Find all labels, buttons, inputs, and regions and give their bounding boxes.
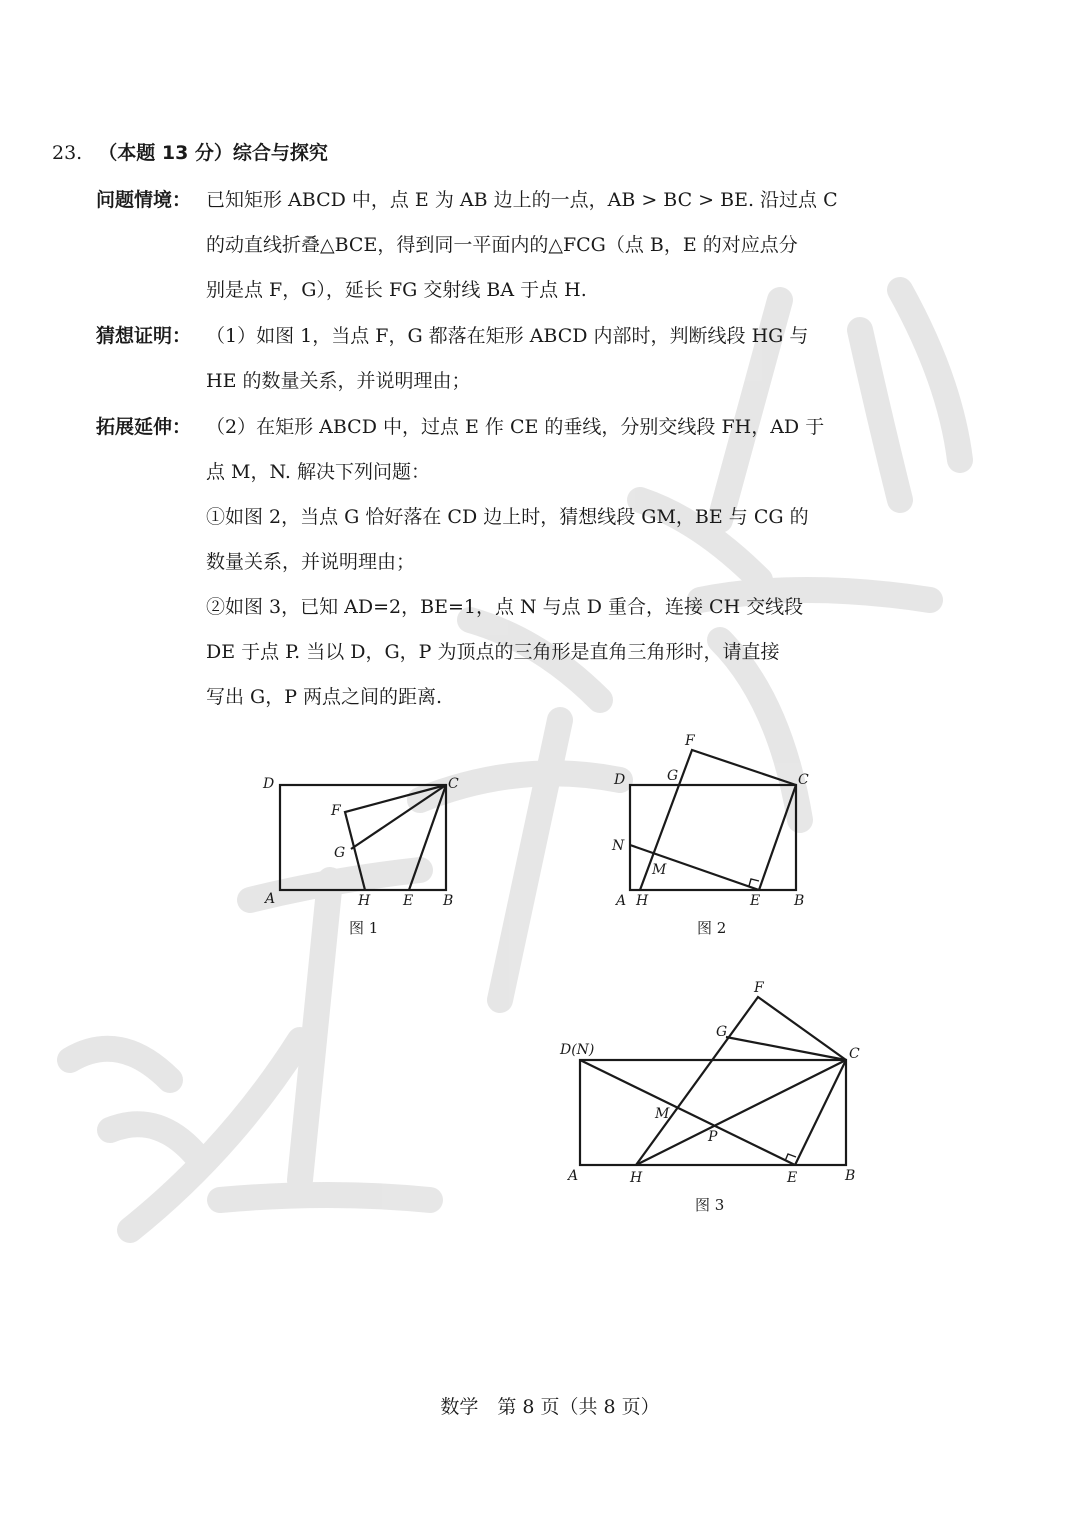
- label-m: M: [655, 1106, 670, 1122]
- extension-line: 数量关系，并说明理由；: [206, 551, 416, 573]
- label-n: N: [612, 838, 625, 854]
- label-b: B: [443, 893, 454, 909]
- label-c: C: [448, 776, 459, 792]
- label-a: A: [568, 1168, 579, 1184]
- extension-line: （2）在矩形 ABCD 中，过点 E 作 CE 的垂线，分别交线段 FH，AD 于: [206, 416, 825, 438]
- label-a: A: [616, 893, 627, 909]
- label-h: H: [358, 893, 371, 909]
- label-c: C: [849, 1046, 860, 1062]
- label-f: F: [331, 803, 341, 819]
- extension-line: ①如图 2，当点 G 恰好落在 CD 边上时，猜想线段 GM，BE 与 CG 的: [206, 506, 809, 528]
- label-e: E: [787, 1170, 798, 1186]
- situation-line: 的动直线折叠△BCE，得到同一平面内的△FCG（点 B，E 的对应点分: [206, 234, 798, 256]
- extension-line: DE 于点 P. 当以 D，G，P 为顶点的三角形是直角三角形时，请直接: [206, 641, 780, 663]
- figure-1-caption: 图 1: [349, 919, 379, 937]
- page-footer: 数学 第 8 页（共 8 页）: [440, 1396, 660, 1418]
- segment-cg: [726, 1037, 846, 1060]
- label-e: E: [403, 893, 414, 909]
- conjecture-line: （1）如图 1，当点 F，G 都落在矩形 ABCD 内部时，判断线段 HG 与: [206, 325, 809, 347]
- label-dn: D(N): [560, 1042, 595, 1058]
- rect-abcd: [580, 1060, 846, 1165]
- question-number: 23.: [52, 142, 83, 164]
- extension-line: 点 M，N. 解决下列问题：: [206, 461, 430, 483]
- extension-line: 写出 G，P 两点之间的距离.: [206, 686, 443, 708]
- label-d: D: [614, 772, 626, 788]
- label-c: C: [798, 772, 809, 788]
- label-f: F: [754, 980, 764, 996]
- label-b: B: [794, 893, 805, 909]
- extension-line: ②如图 3，已知 AD=2，BE=1，点 N 与点 D 重合，连接 CH 交线段: [206, 596, 804, 618]
- figure-3-caption: 图 3: [695, 1196, 725, 1214]
- label-e: E: [750, 893, 761, 909]
- extension-label: 拓展延伸：: [96, 416, 192, 438]
- segment-ce: [795, 1060, 846, 1165]
- segment-de: [580, 1060, 795, 1165]
- situation-label: 问题情境：: [96, 189, 192, 211]
- question-title: （本题 13 分）综合与探究: [98, 142, 328, 164]
- figure-2-caption: 图 2: [697, 919, 727, 937]
- label-a: A: [265, 891, 276, 907]
- label-h: H: [636, 893, 649, 909]
- label-m: M: [652, 862, 667, 878]
- label-g: G: [716, 1024, 728, 1040]
- conjecture-label: 猜想证明：: [96, 325, 192, 347]
- label-h: H: [630, 1170, 643, 1186]
- label-p: P: [708, 1129, 718, 1145]
- situation-line: 已知矩形 ABCD 中，点 E 为 AB 边上的一点，AB > BC > BE. 沿过点 C: [206, 189, 838, 211]
- label-d: D: [263, 776, 275, 792]
- conjecture-line: HE 的数量关系，并说明理由；: [206, 370, 471, 392]
- label-f: F: [685, 733, 695, 749]
- situation-line: 别是点 F，G），延长 FG 交射线 BA 于点 H.: [206, 279, 587, 301]
- label-b: B: [845, 1168, 856, 1184]
- label-g: G: [667, 768, 679, 784]
- label-g: G: [334, 845, 346, 861]
